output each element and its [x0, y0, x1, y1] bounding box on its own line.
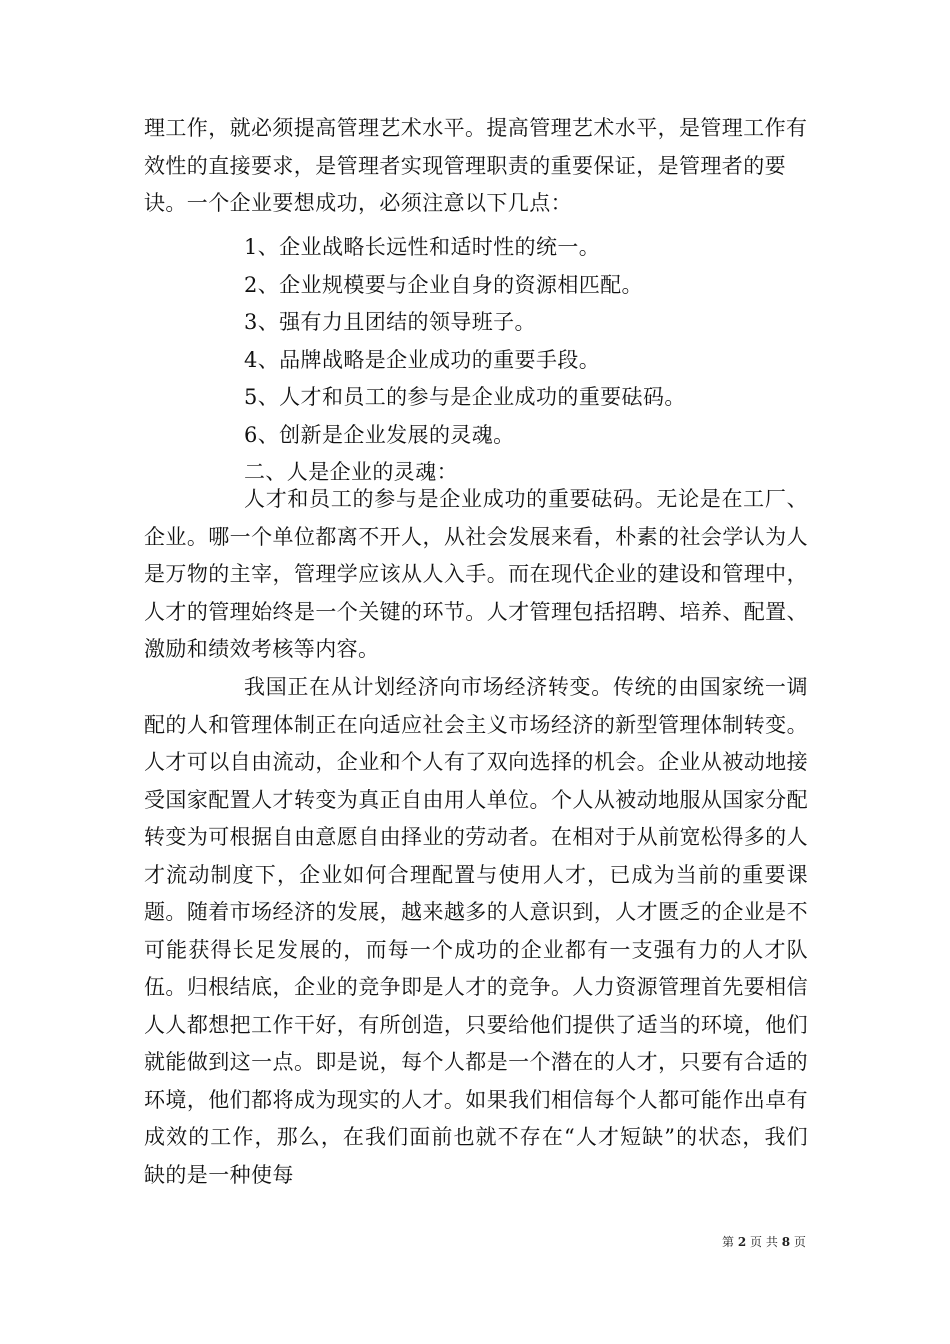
list-item: 2、企业规模要与企业自身的资源相匹配。	[244, 272, 643, 297]
list-item: 6、创新是企业发展的灵魂。	[244, 422, 515, 447]
list-item: 3、强有力且团结的领导班子。	[244, 310, 536, 334]
body-paragraph: 人才和员工的参与是企业成功的重要砝码。无论是在工厂、企业。哪一个单位都离不开人，从社会发展来看，朴素的社会学认为人是万物的主宰，管理学应该从人入手。而在现代企业的建设和管理中，人才的管理始终是一个关键的环节。人才管理包括招聘、培养、配置、激励和绩效考核等内容。	[144, 487, 808, 661]
section-heading: 二、人是企业的灵魂：	[244, 460, 458, 484]
footer-prefix: 第	[722, 1235, 735, 1249]
current-page-number: 2	[737, 1235, 747, 1249]
body-paragraph: 我国正在从计划经济向市场经济转变。传统的由国家统一调配的人和管理体制正在向适应社会主义市场经济的新型管理体制转变。人才可以自由流动，企业和个人有了双向选择的机会。企业从被动地接受国家配置人才转变为真正自由用人单位。个人从被动地服从国家分配转变为可根据自由意愿自由择业的劳动者。在相对于从前宽松得多的人才流动制度下，企业如何合理配置与使用人才，已成为当前的重要课题。随着市场经济的发展，越来越多的人意识到，人才匮乏的企业是不可能获得长足发展的，而每一个成功的企业都有一支强有力的人才队伍。归根结底，企业的竞争即是人才的竞争。人力资源管理首先要相信人人都想把工作干好，有所创造，只要给他们提供了适当的环境，他们就能做到这一点。即是说，每个人都是一个潜在的人才，只要有合适的环境，他们都将成为现实的人才。如果我们相信每个人都可能作出卓有成效的工作，那么，在我们面前也就不存在“人才短缺”的状态，我们缺的是一种使每	[144, 675, 808, 1187]
page-footer	[722, 1234, 806, 1250]
numbered-list	[144, 229, 808, 492]
list-item: 5、人才和员工的参与是企业成功的重要砝码。	[244, 385, 686, 409]
continuation-paragraph: 理工作，就必须提高管理艺术水平。提高管理艺术水平，是管理工作有效性的直接要求，是管理者实现管理职责的重要保证，是管理者的要诀。一个企业要想成功，必须注意以下几点：	[144, 116, 808, 215]
total-pages-number: 8	[781, 1235, 791, 1249]
list-item: 4、品牌战略是企业成功的重要手段。	[244, 347, 601, 372]
footer-suffix: 页	[793, 1235, 806, 1249]
footer-middle: 页 共	[750, 1235, 778, 1249]
list-item: 1、企业战略长远性和适时性的统一。	[244, 235, 601, 259]
